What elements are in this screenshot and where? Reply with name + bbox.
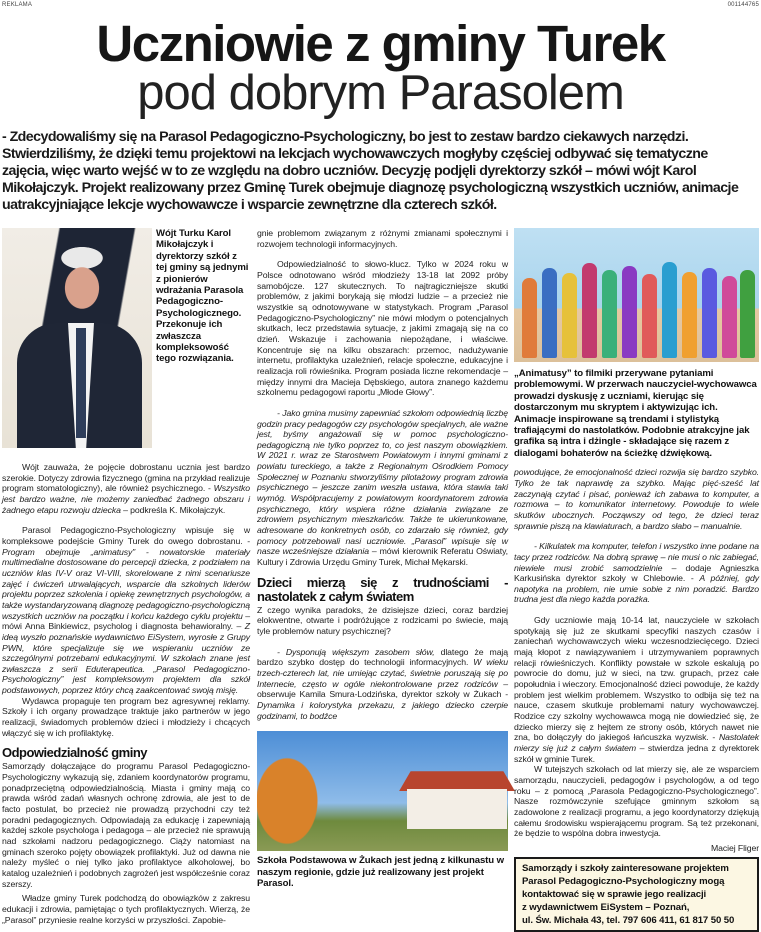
paragraph: powodujące, że emocjonalność dzieci rozwija się bardzo szybko. Tylko że tak naprawdę za szybko. Mając pięć-sześć lat zaczynają czytać i pisać, ponieważ ich zabawa to komputer, a rozmowa – to komunikator internetowy. Powoduje to wiele skutków ubocznych. Począwszy od tego, że dzieci teraz sprawnie piszą na klawiaturach, a bardzo słabo – manualnie. [514,467,759,531]
paragraph: - Kilkulatek ma komputer, telefon i wszystko inne podane na tacy przez rodziców. Na dobrą sprawę – nie musi o nic zabiegać, niewiele musi zrobić samodzielnie – dodaje Agnieszka Karkusińska dyrektor szkoły w Chlebowie. - A później, gdy napotyka na problem, nie umie sobie z nim poradzić. Bardzo trudna jest dla niego każda porażka. [514,541,759,605]
mayor-photo [2,228,152,448]
paragraph: - Jako gmina musimy zapewniać szkołom odpowiednią liczbę godzin pracy pedagogów czy psychologów specjalnych, ale ważne jest, byśmy angażowali się w pomoc psychologiczno-pedagogiczną nie tylko poprzez to, co jest naszym obowiązkiem. W 2021 r. wraz ze Starostwem Powiatowym i innymi gminami z powiatu tureckiego, a także z Regionalnym Ośrodkiem Pomocy Społecznej w Poznaniu stworzyliśmy pilotażowy program zdrowia psychicznego – jeszcze zanim weszła ustawa, która stawia taki wymóg. Współpracujemy z powiatowym koordynatorem zdrowia psychicznego, który wspiera różne działania związane ze zdrowiem psychicznym mieszkańców. Także te ukierunkowane, adresowane do konkretnych osób, co zdarzało się również, gdy pomocy potrzebowali nasi uczniowie. „Parasol” wpisuje się w nasze wcześniejsze działania – mówi kierownik Referatu Oświaty, Kultury i Zdrowia Urzędu Gminy Turek, Michał Mękarski. [257,407,508,568]
cartoon-caption: „Animatusy” to filmiki przerywane pytaniami problemowymi. W przerwach nauczyciel-wychowawca prowadzi dyskusję z uczniami, kierując się dostarczonym mu skryptem i aktywizując ich. Animacje inspirowane są trendami i stylistyką trafiającymi do nastolatków. Podobnie atrakcyjne jak grafika są intra i dżingle - składające się razem z dialogami bohaterów na ścieżkę dźwiękową. [514,368,757,459]
school-photo-caption: Szkoła Podstawowa w Żukach jest jedną z kilkunastu w naszym regionie, gdzie już realizowany jest projekt Parasol. [257,855,504,890]
headline-subtitle: pod dobrym Parasolem [137,66,624,120]
paragraph: Gdy uczniowie mają 10-14 lat, nauczyciele w szkołach spotykają się już ze skutkami specyfiki naszych czasów i zaniechań wychowawczych wieku wczesnodziecięcego. Dzieci mają kłopot z nawiązywaniem i utrzymywaniem poprawnych relacji rówieśniczych. Konflikty powstałe w szkole eskalują po powrocie do domu, już w sieci, na tzw. grupach, przez całe popołudnia i wieczory. Emocjonalność dzieci powoduje, że każdy problem jest wielkim problemem. Wszystko to odbija się też na nauce, czasem skutkuje problemami natury wychowawczej. Rodzice czy szkolny wychowawca mogą nie dowiedzieć się, że dziecko mierzy się z hejtem ze strony osób, których nawet nie zna, bo dołączyły do jakiegoś łańcuszka wyzwisk. - Nastolatek mierzy się już z całym światem – stwierdza jedna z dyrektorek szkół w gminie Turek. [514,615,759,764]
column-3 [514,228,759,932]
contact-line: kontaktować się w sprawie jego realizacji [522,888,707,900]
school-photo [257,731,508,851]
section-label: REKLAMA [2,2,33,8]
paragraph: Wójt zauważa, że pojęcie dobrostanu ucznia jest bardzo szerokie. Dotyczy zdrowia fizycznego (gmina na przykład realizuje program stomatologiczny), ale również psychicznego. - Wszystko jest bardzo ważne, nie możemy zaniedbać żadnego obszaru i żadnego etapu rozwoju dziecka – podkreśla K. Mikołajczyk. [2,462,250,515]
paragraph: gnie problemom związanym z różnymi zmianami społecznymi i rozwojem technologii informacyjnych. [257,228,508,249]
paragraph: Z czego wynika paradoks, że dzisiejsze dzieci, coraz bardziej elokwentne, otwarte i podróżujące z rodzicami po świecie, mają tyle problemów natury psychicznej? [257,604,508,636]
section-heading: Odpowiedzialność gminy [2,745,148,761]
paragraph: Władze gminy Turek podchodzą do obowiązków z zakresu edukacji i zdrowia, pamiętając o tych profilaktycznych. Wierzą, że „Parasol” przyniesie realne korzyści w przyszłości. Zapobie- [2,893,250,925]
column-2 [257,228,508,889]
paragraph: Odpowiedzialność to słowo-klucz. Tylko w 2024 roku w Polsce odnotowano wśród młodzieży 13-18 lat 2092 próby samobójcze. 127 skutecznych. To najtragiczniejsze skutki problemów, z jakimi borykają się młodzi ludzie – a przecież nie wszystkie są odnotowywane w statystykach. Program „Parasol Pedagogiczno-Psychologiczny” nie mówi młodym o potencjalnych skutkach, lecz przedstawia sytuacje, z jakimi zmagają się na co dzień. Wskazuje i zachowania niepożądane, i właściwe. Koncentruje się na kilku obszarach: przemoc, nadużywanie internetu, profilaktyka uzależnień, relacje społeczne, edukacyjne i realizacja roli rówieśnika. Program posiada liczne rekomendacje – między innymi dra Macieja Dębskiego, autora znanego każdemu szkolnemu pedagogowi raportu „Młode Głowy”. [257,259,508,398]
column-1 [2,228,250,925]
mayor-photo-caption: Wójt Turku Karol Mikołajczyk i dyrektorzy szkół z tej gminy są jednymi z pionierów wdrażania Parasola Pedagogiczno-Psychologicznego. Przekonuje ich zwłaszcza kompleksowość tego rozwiązania. [156,228,249,365]
contact-line: ul. Św. Michała 43, tel. 797 606 411, 61 817 50 50 [522,914,735,926]
ad-code: 001144765 [727,2,759,8]
contact-line: z wydawnictwem EiSystem – Poznań, [522,901,690,913]
lead-paragraph: - Zdecydowaliśmy się na Parasol Pedagogiczno-Psychologiczny, bo jest to zestaw bardzo ciekawych narzędzi. Stwierdziliśmy, że dzięki temu projektowi na lekcjach wychowawczych mogłyby częściej odbywać się tematyczne zajęcia, więc warto wejść w to ze względu na dobro uczniów. Decyzję podjęli dyrektorzy szkół – mówi wójt Karol Mikołajczyk. Projekt realizowany przez Gminę Turek obejmuje diagnozę psychologiczną wszystkich uczniów, animacje uatrakcyjniające lekcje wychowawcze i wsparcie zewnętrzne dla czterech szkół. [2,129,739,213]
contact-box [514,857,759,932]
contact-line: Samorządy i szkoły zainteresowane projektem [522,862,729,874]
paragraph: - Dysponują większym zasobem słów, dlatego że mają bardzo szybko dostęp do technologii informacyjnych. W wieku trzech-czterech lat, nie umiejąc czytać, świetnie poruszają się po Internecie, często w ogóle niekontrolowane przez rodziców – obserwuje Kamila Smura-Lodzińska, dyrektor szkoły w Żukach - Dynamika i kolorystyka przekazu, z jakiego dziecko czerpie godzinami, to bodźce [257,646,508,721]
section-heading: Dzieci mierzą się z trudnościami - nastolatek z całym światem [257,574,508,604]
author-byline: Maciej Fliger [711,842,759,853]
headline: Uczniowie z gminy Turek [96,15,665,72]
paragraph: Samorządy dołączające do programu Parasol Pedagogiczno-Psychologiczny wykazują się, zdaniem koordynatorów programu, ponadprzeciętną odpowiedzialnością. Miasta i gminy mają co prawda wśród zadań własnych ochronę zdrowia, ale jest to de facto postulat, bo przecież nie prowadzą przychodni czy też poradni pedagogicznych. Odpowiadają za edukację i zapewniają każdej szkole psychologa i pedagoga – ale przecież nie sprawują nad szkołami nadzoru pedagogicznego. Ciąży natomiast na gminach szeroko pojęty obowiązek profilaktyki. Już od dawna nie należy myśleć o niej tylko jako profilaktyce alkoholowej, bo katalog uzależnień i podobnych zagrożeń jest współcześnie coraz szerszy. [2,761,250,889]
paragraph: Wydawca propaguje ten program bez agresywnej reklamy. Szkoły i ich organy prowadzące traktuje jako partnerów w jego realizacji, świadomych problemów dzieci i młodzieży i chcących włączyć się w ich profilaktykę. [2,695,250,738]
paragraph: Parasol Pedagogiczno-Psychologiczny wpisuje się w kompleksowe podejście Gminy Turek do owego dobrostanu. - Program obejmuje „animatusy” - nowatorskie materiały multimedialne dostosowane do percepcji dziecka, z podziałem na uczniów klas IV-V oraz VI-VIII, skorelowane z nimi scenariusze zajęć i ćwiczeń utrwalających, wsparcie dla szkolnych liderów projektu poprzez szkolenia i opiekę zewnętrznych psychologów, a także wystandaryzowaną diagnozę pedagogiczno-psychologiczną wszystkich uczniów na początku i końcu każdego cyklu projektu – mówi Anna Binkiewicz, psycholog i diagnosta behawioralny. – Z ideą wyszło poznańskie wydawnictwo EiSystem, wyrosłe z Grupy PWN, które specjalizuje się we wspieraniu uczniów ze szczególnymi potrzebami edukacyjnymi. W szkołach znane jest zwłaszcza z serii Eduterapeutica. „Parasol Pedagogiczno-Psychologiczny” jest kompleksowym projektem dla szkół podstawowych, poprzez który chcą zaakcentować swoją misję. [2,525,251,696]
contact-line: Parasol Pedagogiczno-Psychologiczny mogą [522,875,725,887]
paragraph: W tutejszych szkołach od lat mierzy się, ale ze wsparciem samorządu, nauczycieli, pedagogów i psychologów, a od tego roku – z pomocą „Parasola Pedagogiczno-Psychologicznego”. Nasze rozmówczynie szefujące gminnym szkołom są zadowolone z realizacji programu, a jego koordynatorzy dziękują całemu środowisku wspierającemu program. Są też przekonani, że będzie to wspólna dobra inwestycja. [514,764,759,839]
animatusy-cartoon-image [514,228,759,362]
mayor-photo-block [2,228,250,450]
